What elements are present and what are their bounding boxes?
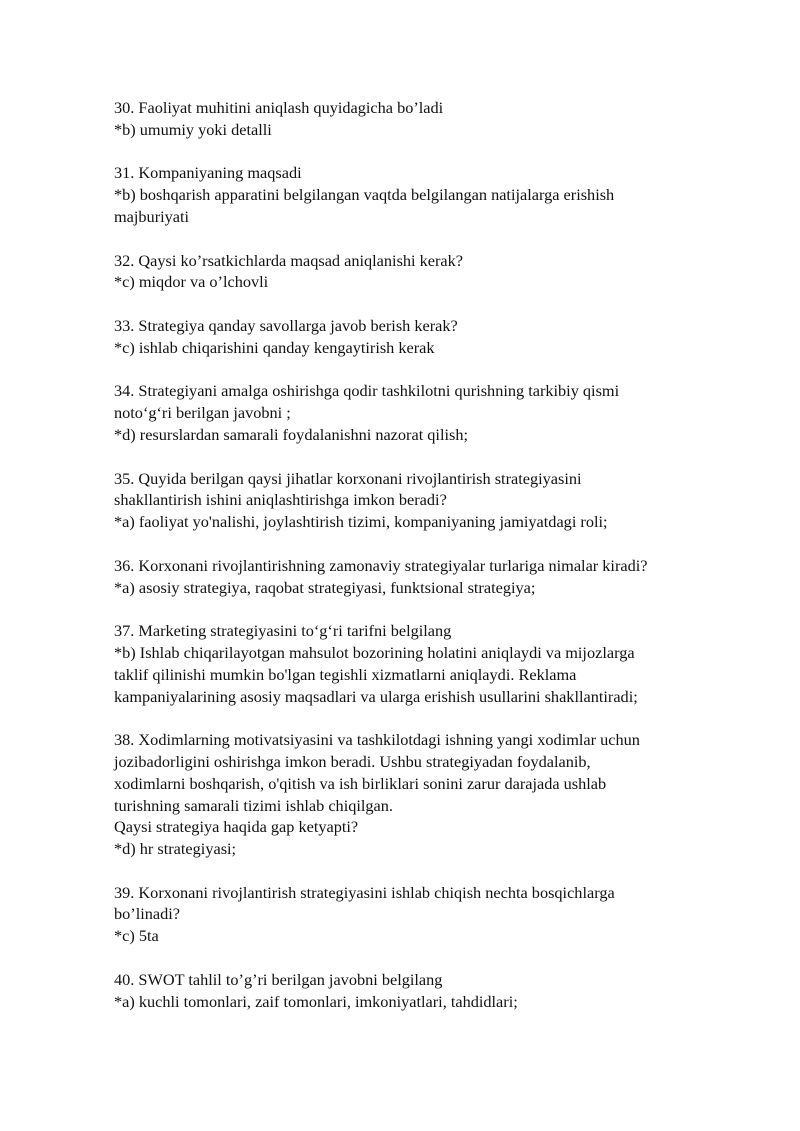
question-block [114, 380, 744, 445]
question-block [114, 162, 744, 227]
question-text-line: shakllantirish ishini aniqlashtirishga imkon beradi? [114, 490, 447, 510]
answer-text-line: taklif qilinishi mumkin bo'lgan tegishli xizmatlarni aniqlaydi. Reklama [114, 664, 577, 684]
question-text-line: bo’linadi? [114, 904, 181, 924]
question-text-line: 38. Xodimlarning motivatsiyasini va tashkilotdagi ishning yangi xodimlar uchun [114, 730, 640, 750]
question-text-line: 33. Strategiya qanday savollarga javob berish kerak? [114, 315, 458, 335]
question-text-line: noto‘g‘ri berilgan javobni ; [114, 403, 291, 423]
question-text-line: 30. Faoliyat muhitini aniqlash quyidagicha bo’ladi [114, 98, 444, 117]
answer-text-line: *d) hr strategiyasi; [114, 839, 237, 859]
question-text-line: 36. Korxonani rivojlantirishning zamonaviy strategiyalar turlariga nimalar kiradi? [114, 555, 648, 575]
question-text-line: turishning samarali tizimi ishlab chiqilgan. [114, 795, 393, 815]
question-text-line: xodimlarni boshqarish, o'qitish va ish birliklari sonini zarur darajada ushlab [114, 773, 607, 793]
question-text-line: 39. Korxonani rivojlantirish strategiyasini ishlab chiqish nechta bosqichlarga [114, 882, 615, 902]
question-text-line: 32. Qaysi ko’rsatkichlarda maqsad aniqlanishi kerak? [114, 250, 464, 270]
question-text-line: 40. SWOT tahlil to’g’ri berilgan javobni belgilang [114, 969, 443, 989]
answer-text-line: kampaniyalarining asosiy maqsadlari va ularga erishish usullarini shakllantiradi; [114, 686, 638, 706]
answer-text-line: *a) kuchli tomonlari, zaif tomonlari, imkoniyatlari, tahdidlari; [114, 991, 518, 1011]
answer-text-line: *c) 5ta [114, 926, 159, 946]
question-block [114, 969, 744, 1013]
answer-text-line: *c) miqdor va o’lchovli [114, 272, 269, 292]
question-text-line: jozibadorligini oshirishga imkon beradi. Ushbu strategiyadan foydalanib, [114, 751, 591, 771]
question-text-line: Qaysi strategiya haqida gap ketyapti? [114, 817, 359, 837]
question-block [114, 729, 744, 860]
answer-text-line: *a) asosiy strategiya, raqobat strategiyasi, funktsional strategiya; [114, 577, 536, 597]
question-block [114, 250, 744, 294]
question-block [114, 468, 744, 533]
answer-text-line: *c) ishlab chiqarishini qanday kengaytirish kerak [114, 337, 435, 357]
answer-text-line: *d) resurslardan samarali foydalanishni nazorat qilish; [114, 424, 469, 444]
question-block [114, 315, 744, 359]
answer-text-line: *a) faoliyat yo'nalishi, joylashtirish tizimi, kompaniyaning jamiyatdagi roli; [114, 512, 608, 532]
question-block [114, 555, 744, 599]
question-text-line: 35. Quyida berilgan qaysi jihatlar korxonani rivojlantirish strategiyasini [114, 468, 582, 488]
question-text-line: 31. Kompaniyaning maqsadi [114, 163, 302, 183]
question-list [114, 97, 744, 1034]
question-block [114, 97, 744, 141]
answer-text-line: *b) Ishlab chiqarilayotgan mahsulot bozorining holatini aniqlaydi va mijozlarga [114, 642, 635, 662]
answer-text-line: *b) boshqarish apparatini belgilangan vaqtda belgilangan natijalarga erishish [114, 185, 615, 205]
answer-text-line: *b) umumiy yoki detalli [114, 119, 272, 139]
answer-text-line: majburiyati [114, 206, 190, 226]
question-block [114, 882, 744, 947]
question-text-line: 37. Marketing strategiyasini to‘g‘ri tarifni belgilang [114, 621, 452, 641]
question-text-line: 34. Strategiyani amalga oshirishga qodir tashkilotni qurishning tarkibiy qismi [114, 381, 620, 401]
question-block [114, 620, 744, 707]
